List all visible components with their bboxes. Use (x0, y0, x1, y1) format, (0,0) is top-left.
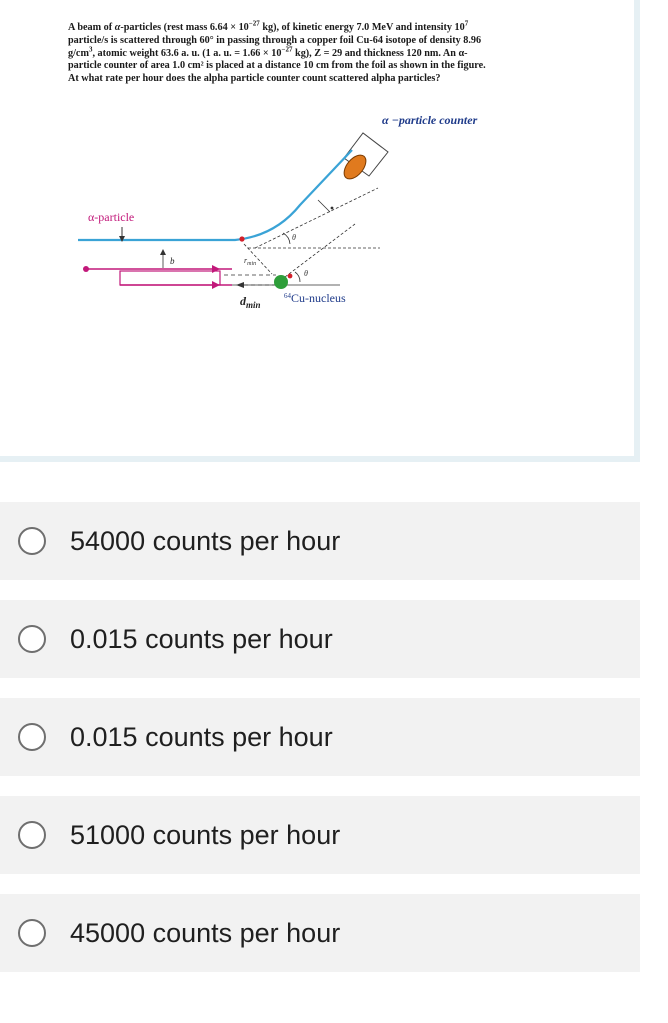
radio-button[interactable] (18, 919, 46, 947)
closest-point-dot (239, 236, 244, 241)
theta-label-2: θ (304, 269, 308, 278)
radio-button[interactable] (18, 821, 46, 849)
answer-option-label: 51000 counts per hour (70, 819, 341, 850)
particle-counter-icon (340, 133, 388, 183)
answer-option-1[interactable] (0, 502, 640, 580)
answer-option-3[interactable] (0, 698, 640, 776)
question-card (0, 0, 640, 462)
b-label: b (170, 256, 175, 266)
exponent: −27 (248, 19, 260, 28)
question-line-5: At what rate per hour does the alpha particle counter count scattered alpha particles? (68, 73, 441, 85)
answer-option-4[interactable] (0, 796, 640, 874)
question-line-4: particle counter of area 1.0 cm² is placed at a distance 10 cm from the foil as shown in the figure. (68, 60, 486, 72)
question-line-3b: , atomic weight 63.6 a. u. (1 a. u. = 1.66 × 10 (92, 47, 282, 59)
counter-label: α −particle counter (382, 113, 478, 127)
exponent: 3 (88, 45, 93, 54)
radio-button[interactable] (18, 625, 46, 653)
radio-button[interactable] (18, 527, 46, 555)
nucleus-label: $^{64}$Cu-nucleus (284, 291, 346, 305)
scattering-diagram (0, 0, 640, 462)
question-line-1b: -particles (rest mass 6.64 × 10 (120, 22, 249, 33)
question-line-1c: kg), of kinetic energy 7.0 MeV and intensity 10 (259, 22, 465, 33)
exponent: 7 (464, 19, 469, 28)
cu-nucleus-dot (274, 275, 288, 289)
radio-button[interactable] (18, 723, 46, 751)
question-line-3a: g/cm (68, 47, 89, 59)
alpha-trajectory (78, 150, 352, 240)
question-line-2: particle/s is scattered through 60° in passing through a copper foil Cu-64 isotope of density 8.96 (68, 34, 482, 46)
question-line-1a: A beam of (68, 22, 115, 33)
alpha-particle-label: α-particle (88, 210, 135, 224)
answer-option-5[interactable] (0, 894, 640, 972)
answer-option-2[interactable] (0, 600, 640, 678)
theta-label-1: θ (292, 233, 296, 242)
answer-option-label: 54000 counts per hour (70, 525, 341, 556)
answer-option-label: 45000 counts per hour (70, 917, 341, 948)
alpha-symbol: α (114, 22, 121, 33)
dmin-label: $d_{min}$ (240, 294, 261, 310)
answer-option-label: 0.015 counts per hour (70, 623, 333, 654)
question-line-3c: kg), Z = 29 and thickness 120 nm. An α- (292, 47, 468, 59)
rmin-label: $r_{min}$ (244, 256, 257, 267)
answer-option-label: 0.015 counts per hour (70, 721, 333, 752)
exponent: −27 (281, 45, 293, 54)
